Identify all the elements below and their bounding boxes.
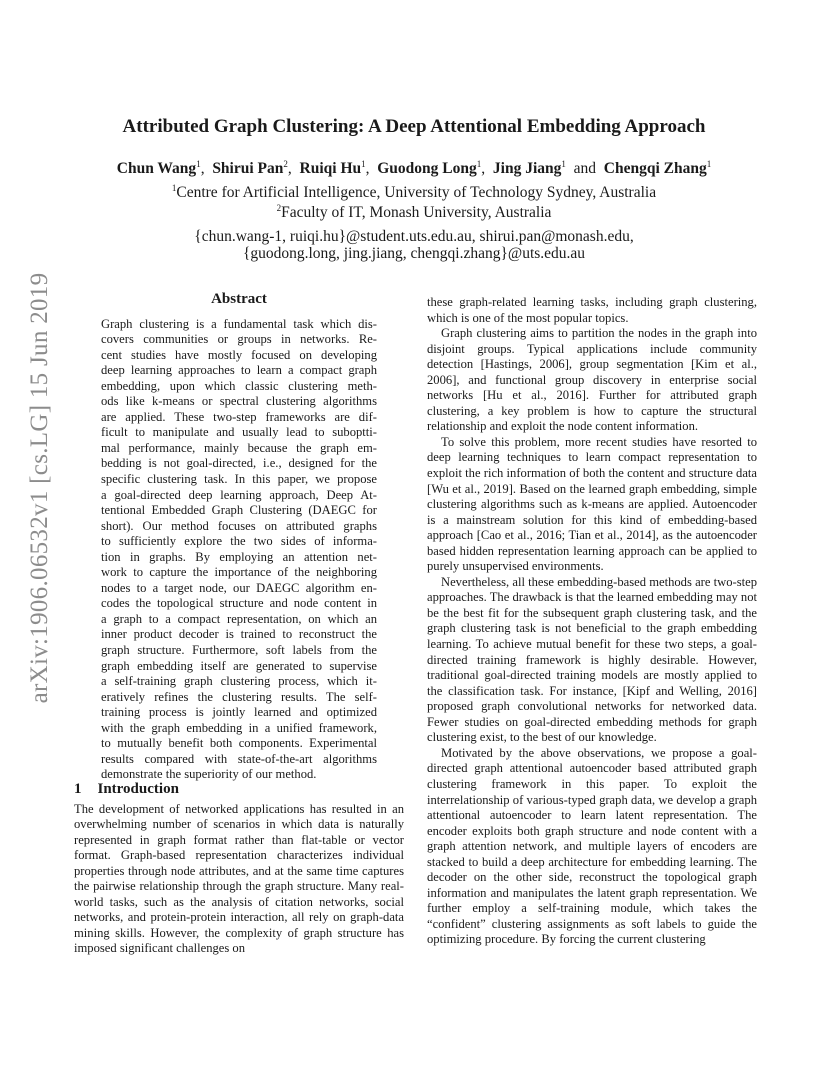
abstract-line: with the graph embedding in a unified framework, xyxy=(101,720,377,735)
abstract-body xyxy=(101,317,377,783)
author-name: Ruiqi Hu xyxy=(299,160,362,177)
abstract-line: short). Our method focuses on attributed graphs xyxy=(101,518,377,533)
paper-title: Attributed Graph Clustering: A Deep Attentional Embedding Approach xyxy=(122,116,706,137)
abstract-line: work to capture the importance of the neighboring xyxy=(101,565,377,580)
arxiv-stamp-text: arXiv:1906.06532v1 [cs.LG] 15 Jun 2019 xyxy=(26,272,53,704)
abstract-line: deep learning approaches to learn a compact graph xyxy=(101,363,377,378)
abstract-line: a self-training graph clustering process, which it- xyxy=(101,674,377,689)
abstract-line: training process is jointly learned and optimized xyxy=(101,705,377,720)
abstract-line: embedding, upon which classic clustering meth- xyxy=(101,378,377,393)
body-paragraph: Motivated by the above observations, we propose a goal-directed graph attentional autoencoder based attributed graph clustering framework in this paper. To exploit the interrelationship of various-typed graph data, we develop a graph attentional autoencoder to learn latent representation. The encoder exploits both graph structure and node content with a graph attention network, and multiple layers of encoders are stacked to build a deep architecture for embedding learning. The decoder on the other side, reconstruct the topological graph information and manipulates the latent graph representation. We further employ a self-training module, which takes the “confident” clustering assignments as soft labels to guide the optimizing procedure. By forcing the current clustering xyxy=(427,745,757,947)
abstract-line: to sufficiently explore the two sides of informa- xyxy=(101,534,377,549)
section-title: Introduction xyxy=(97,781,179,797)
affiliation-1: $^1$Centre for Artificial Intelligence, University of Technology Sydney, Australia xyxy=(171,183,657,201)
affiliation-2: $^2$Faculty of IT, Monash University, Australia xyxy=(276,203,552,221)
abstract-line: codes the topological structure and node content in xyxy=(101,596,377,611)
abstract-heading: Abstract xyxy=(211,291,267,307)
author-list: Chun Wang$^1$, Shirui Pan$^2$, Ruiqi Hu$^1$, Guodong Long$^1$, Jing Jiang$^1$ and Chengqi Zhang$^1$ xyxy=(116,159,712,177)
abstract-section xyxy=(74,292,404,783)
email-line-2: {guodong.long, jing.jiang, chengqi.zhang}@uts.edu.au xyxy=(242,245,586,262)
body-paragraph: Graph clustering aims to partition the nodes in the graph into disjoint groups. Typical applications include community detection [Hastings, 2006], group segmentation [Kim et al., 2006], and functional group discovery in enterprise social networks [Hu et al., 2016]. Further for attributed graph clustering, a key problem is how to capture the structural relationship and exploit the node content information. xyxy=(427,326,757,434)
abstract-line: ficult to manipulate and usually lead to suboptti- xyxy=(101,425,377,440)
right-column xyxy=(427,295,757,948)
author-name: Chengqi Zhang xyxy=(603,160,707,177)
email-line-1: {chun.wang-1, ruiqi.hu}@student.uts.edu.au, shirui.pan@monash.edu, xyxy=(194,228,634,245)
abstract-line: tion in graphs. By employing an attention net- xyxy=(101,549,377,564)
abstract-line: graph embedding itself are generated to supervise xyxy=(101,658,377,673)
author-name: Shirui Pan xyxy=(212,160,284,177)
abstract-line: are applied. These two-step frameworks are dif- xyxy=(101,409,377,424)
abstract-line: a goal-directed deep learning approach, Deep At- xyxy=(101,487,377,502)
arxiv-stamp xyxy=(20,272,60,704)
abstract-line: inner product decoder is trained to reconstruct the xyxy=(101,627,377,642)
section-number: 1 xyxy=(74,781,82,797)
abstract-line: demonstrate the superiority of our method. xyxy=(101,767,317,782)
author-name: Jing Jiang xyxy=(492,160,562,177)
abstract-line: to mutually benefit both components. Experimental xyxy=(101,736,377,751)
body-paragraph: The development of networked applications has resulted in an overwhelming number of scenarios in which data is naturally represented in graph format rather than flat-table or vector format. Graph-based representation characterizes individual properties through node attributes, and at the same time captures the pairwise relationship through the graph structure. Many real-world tasks, such as the analysis of citation networks, social networks, and protein-protein interaction, all rely on graph-data mining skills. However, the complexity of graph structure has imposed significant challenges on xyxy=(74,801,404,956)
section-heading xyxy=(74,782,404,798)
body-paragraph: these graph-related learning tasks, including graph clustering, which is one of the most popular topics. xyxy=(427,295,757,325)
abstract-line: cent studies have mostly focused on developing xyxy=(101,347,377,362)
abstract-line: specific clustering task. In this paper, we propose xyxy=(101,472,377,487)
body-paragraph: To solve this problem, more recent studies have resorted to deep learning techniques to learn compact representation to exploit the rich information of both the content and structure data [Wu et al., 2019]. Based on the learned graph embedding, simple clustering algorithms such as k-means are applied. Autoencoder is a mainstream solution for this kind of embedding-based approach [Cao et al., 2016; Tian et al., 2014], as the autoencoder based hidden representation learning approach can be applied to purely unsupervised environments. xyxy=(427,434,757,574)
abstract-line: bedding is not goal-directed, i.e., designed for the xyxy=(101,456,377,471)
abstract-line: mal performance, mainly because the graph em- xyxy=(101,440,377,455)
abstract-line: nodes to a target node, our DAEGC algorithm en- xyxy=(101,580,377,595)
abstract-line: tentional Embedded Graph Clustering (DAEGC for xyxy=(101,503,377,518)
abstract-line: Graph clustering is a fundamental task which dis- xyxy=(101,316,377,331)
abstract-line: eratively refines the clustering results. The self- xyxy=(101,689,377,704)
abstract-line: covers communities or groups in networks. Re- xyxy=(101,332,377,347)
abstract-line: a graph to a compact representation, on which an xyxy=(101,611,377,626)
author-and: and xyxy=(573,160,597,177)
body-paragraph: Nevertheless, all these embedding-based methods are two-step approaches. The drawback is that the learned embedding may not be the best fit for the subsequent graph clustering task, and the graph clustering task is not beneficial to the graph embedding learning. To achieve mutual benefit for these two steps, a goal-directed training framework is highly desirable. However, traditional goal-directed training models are mostly applied to the classification task. For instance, [Kipf and Welling, 2016] proposed graph convolutional networks for networked data. Fewer studies on goal-directed embedding methods for graph clustering exist, to the best of our knowledge. xyxy=(427,574,757,745)
author-name: Guodong Long xyxy=(377,160,477,177)
author-name: Chun Wang xyxy=(116,160,197,177)
abstract-line: results compared with state-of-the-art algorithms xyxy=(101,751,377,766)
introduction-section xyxy=(74,782,404,957)
abstract-line: ods like k-means or spectral clustering algorithms xyxy=(101,394,377,409)
abstract-line: graph structure. Furthermore, soft labels from the xyxy=(101,643,377,658)
